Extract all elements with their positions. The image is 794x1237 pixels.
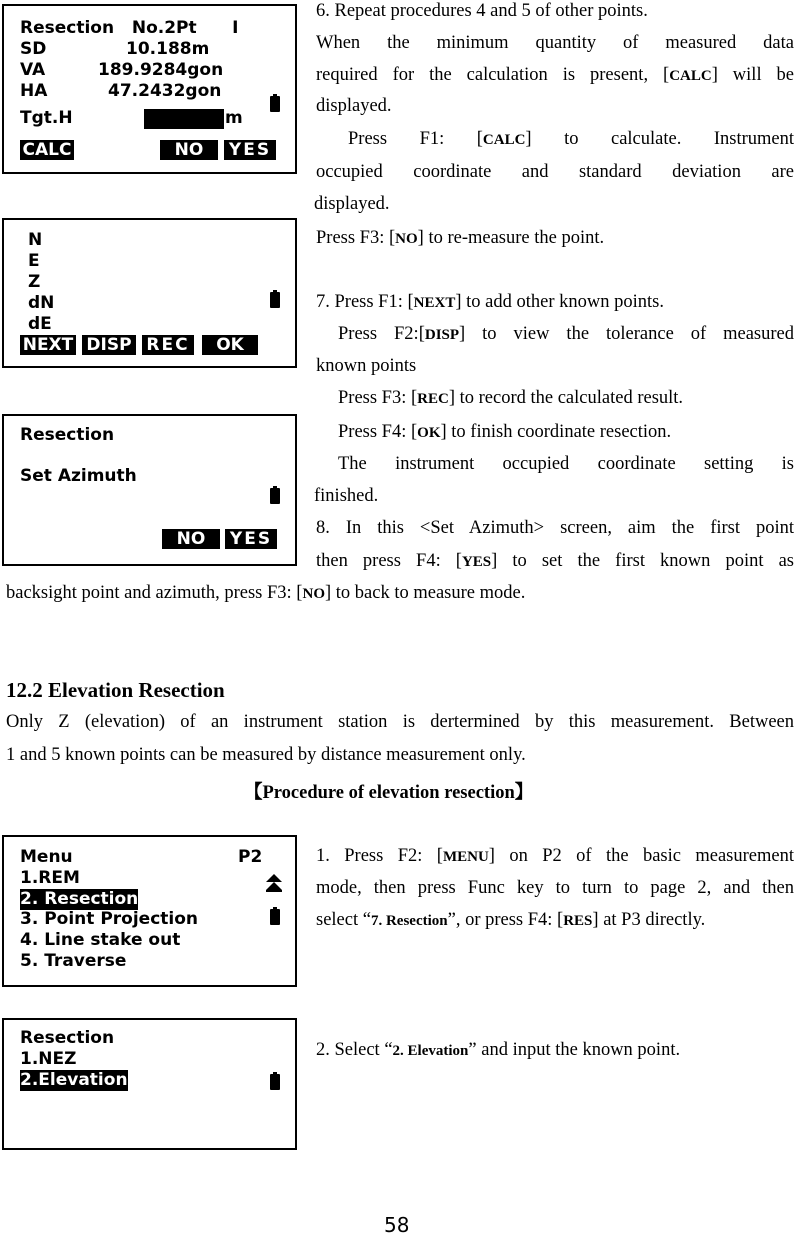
step7-line3: known points — [316, 356, 417, 376]
step7-line5: Press F4: [OK] to finish coordinate resection. — [338, 422, 672, 442]
menu-item-point-projection[interactable]: 3. Point Projection — [20, 909, 199, 929]
softkey-yes[interactable]: YES — [225, 529, 277, 549]
lcd-va-label: VA — [20, 60, 46, 80]
lcd-page-indicator: P2 — [238, 847, 263, 867]
softkey-next[interactable]: NEXT — [20, 335, 76, 355]
softkey-rec[interactable]: REC — [142, 335, 194, 355]
battery-icon — [270, 290, 280, 308]
lcd-sd-value: 10.188m — [126, 39, 210, 59]
input-cursor — [144, 109, 224, 129]
page-number: 58 — [384, 1213, 410, 1237]
lcd-screen-resection-measure — [2, 4, 297, 174]
lcd-va-value: 189.9284gon — [98, 60, 224, 80]
lcd-n-label: N — [28, 230, 43, 250]
menu-item-nez[interactable]: 1.NEZ — [20, 1049, 77, 1069]
step6-line7: displayed. — [314, 194, 390, 214]
intro-line2: 1 and 5 known points can be measured by distance measurement only. — [6, 745, 526, 765]
lcd-sd-label: SD — [20, 39, 47, 59]
proc1-line1: 1. Press F2: [MENU] on P2 of the basic measurement — [316, 846, 794, 866]
step8-line3: backsight point and azimuth, press F3: [NO] to back to measure mode. — [6, 583, 526, 603]
section-heading: 12.2 Elevation Resection — [6, 678, 225, 702]
lcd-ha-value: 47.2432gon — [108, 81, 222, 101]
menu-item-traverse[interactable]: 5. Traverse — [20, 951, 127, 971]
step6-line3: required for the calculation is present, [CALC] will be — [316, 65, 794, 85]
lcd-menu-title: Menu — [20, 847, 73, 867]
menu-item-rem[interactable]: 1.REM — [20, 868, 80, 888]
proc2-line1: 2. Select “2. Elevation” and input the known point. — [316, 1040, 681, 1060]
step8-line1: 8. In this <Set Azimuth> screen, aim the first point — [316, 518, 794, 538]
step6-line6: occupied coordinate and standard deviation are — [316, 162, 794, 182]
lcd-title: Resection — [20, 1028, 115, 1048]
lcd-ha-label: HA — [20, 81, 48, 101]
menu-item-line-stake-out[interactable]: 4. Line stake out — [20, 930, 181, 950]
step6-line5: Press F1: [CALC] to calculate. Instrument — [348, 129, 794, 149]
softkey-ok[interactable]: OK — [202, 335, 258, 355]
lcd-screen-menu — [2, 835, 297, 987]
step7-line6: The instrument occupied coordinate setting is — [338, 454, 794, 474]
procedure-title: 【Procedure of elevation resection】 — [244, 783, 534, 803]
battery-icon — [270, 94, 280, 112]
softkey-calc[interactable]: CALC — [20, 140, 74, 160]
battery-icon — [270, 907, 280, 925]
step7-line2: Press F2:[DISP] to view the tolerance of measured — [338, 324, 794, 344]
lcd-title: Resection — [20, 425, 115, 445]
menu-item-elevation[interactable]: 2.Elevation — [20, 1070, 128, 1090]
page-up-arrows-icon — [265, 873, 283, 893]
softkey-no[interactable]: NO — [160, 140, 218, 160]
step6-line4: displayed. — [316, 96, 392, 116]
softkey-no[interactable]: NO — [162, 529, 220, 549]
lcd-dn-label: dN — [28, 293, 55, 313]
lcd-title-line: Resection No.2Pt I — [20, 18, 239, 38]
battery-icon — [270, 486, 280, 504]
menu-item-resection[interactable]: 2. Resection — [20, 889, 139, 909]
lcd-tgt-unit: m — [225, 108, 243, 128]
intro-line1: Only Z (elevation) of an instrument station is dertermined by this measurement. Between — [6, 712, 794, 732]
proc1-line2: mode, then press Func key to turn to page 2, and then — [316, 878, 794, 898]
step7-line1: 7. Press F1: [NEXT] to add other known points. — [316, 292, 664, 312]
lcd-screen-set-azimuth — [2, 414, 297, 566]
lcd-z-label: Z — [28, 272, 41, 292]
step8-line2: then press F4: [YES] to set the first known point as — [316, 551, 794, 571]
battery-icon — [270, 1072, 280, 1090]
softkey-disp[interactable]: DISP — [82, 335, 136, 355]
lcd-screen-result — [2, 218, 297, 368]
lcd-e-label: E — [28, 251, 40, 271]
step6-line1: 6. Repeat procedures 4 and 5 of other points. — [316, 1, 648, 21]
lcd-subtitle: Set Azimuth — [20, 466, 137, 486]
step7-line7: finished. — [314, 486, 379, 506]
proc1-line3: select “7. Resection”, or press F4: [RES] at P3 directly. — [316, 910, 706, 930]
softkey-yes[interactable]: YES — [224, 140, 276, 160]
step7-line4: Press F3: [REC] to record the calculated result. — [338, 388, 684, 408]
lcd-tgt-label: Tgt.H — [20, 108, 73, 128]
step6-line8: Press F3: [NO] to re-measure the point. — [316, 228, 605, 248]
step6-line2: When the minimum quantity of measured data — [316, 33, 794, 53]
lcd-screen-resection-menu — [2, 1018, 297, 1150]
lcd-de-label: dE — [28, 314, 52, 334]
